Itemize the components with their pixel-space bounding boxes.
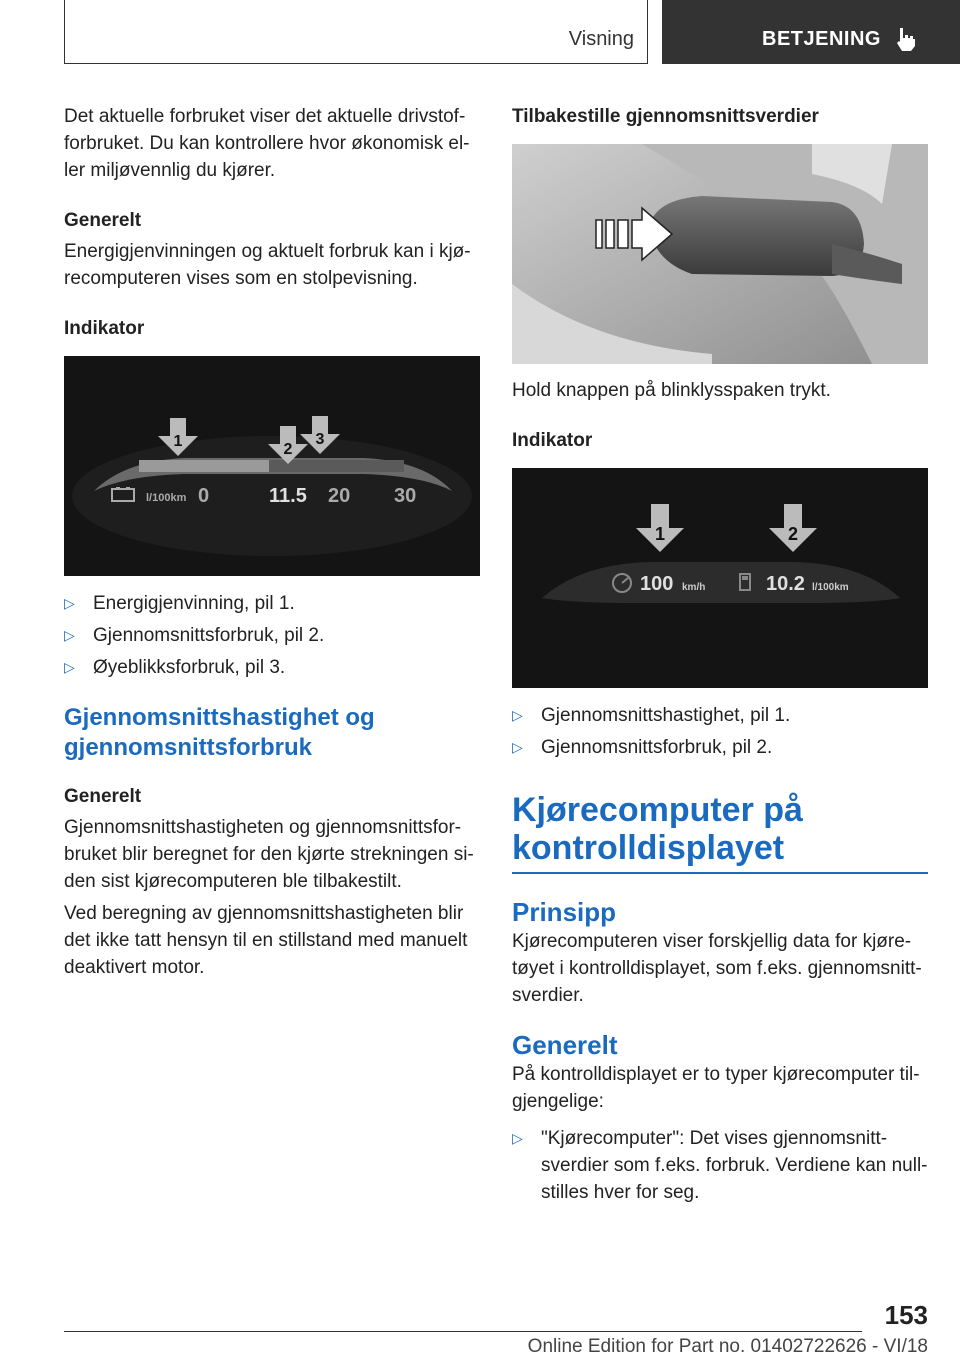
para2-line-1: Ved beregning av gjennomsnittshastigheten blir: [64, 903, 464, 924]
turn-signal-lever-figure: [512, 144, 928, 364]
hold-button-text: Hold knappen på blinklysspaken trykt.: [512, 380, 831, 401]
principle-line-1: Kjørecomputeren viser forskjellig data for kjøre-: [512, 931, 912, 952]
bullet-triangle-icon: ▷: [64, 627, 75, 643]
speed-consumption-display-figure: [512, 468, 928, 688]
consumption-display-figure: [64, 356, 480, 576]
arrow-1-label: 1: [654, 524, 666, 544]
bullet-triangle-icon: ▷: [64, 659, 75, 675]
para1-line-2: bruket blir beregnet for den kjørte strekningen si-: [64, 844, 474, 865]
big-heading: Kjørecomputer på kontrolldisplayet: [512, 791, 803, 867]
general-heading-right: Generelt: [512, 1030, 618, 1060]
intro-line-1: Det aktuelle forbruket viser det aktuelle drivstof-: [64, 106, 466, 127]
gauge-bar-segments: [139, 460, 404, 472]
indicator-heading: Indikator: [64, 318, 145, 339]
list-item: ▷ Energigjenvinning, pil 1.: [64, 590, 480, 617]
bullet-triangle-icon: ▷: [512, 1130, 523, 1146]
bullet-triangle-icon: ▷: [512, 707, 523, 723]
header-section-title: Visning: [568, 28, 634, 50]
speed-value: 100: [640, 573, 674, 595]
general2-heading: Generelt: [64, 786, 142, 807]
list-item: ▷ Gjennomsnittshastighet, pil 1.: [512, 702, 928, 729]
edition-note: Online Edition for Part no. 01402722626 - VI/18: [527, 1336, 928, 1357]
scale-0: 0: [198, 485, 210, 507]
intro-line-3: ler miljøvennlig du kjører.: [64, 160, 276, 181]
consumption-unit: l/100km: [812, 582, 849, 593]
indicator-heading-right: Indikator: [512, 430, 593, 451]
left-column: [64, 103, 480, 981]
scale-20: 20: [328, 485, 351, 507]
page-number: 153: [884, 1300, 928, 1330]
para1-line-3: den sist kjørecomputeren ble tilbakestilt.: [64, 871, 402, 892]
section-heading: Gjennomsnittshastighet og gjennomsnittsforbruk: [64, 704, 375, 761]
reset-heading: Tilbakestille gjennomsnittsverdier: [512, 106, 819, 127]
heading-divider: [512, 872, 928, 874]
general-line-1: Energigjenvinningen og aktuelt forbruk kan i kjø-: [64, 241, 471, 262]
bullet-triangle-icon: ▷: [512, 739, 523, 755]
para2-line-2: det ikke tatt hensyn til en stillstand med manuelt: [64, 930, 468, 951]
arrow-2-label: 2: [787, 524, 799, 544]
speed-unit: km/h: [682, 582, 706, 593]
header-chapter-title: BETJENING: [762, 28, 881, 50]
principle-line-3: sverdier.: [512, 985, 584, 1006]
intro-line-2: forbruket. Du kan kontrollere hvor økonomisk el-: [64, 133, 470, 154]
list-item: ▷ "Kjørecomputer": Det vises gjennomsnitt- sverdier som f.eks. forbruk. Verdiene kan null- stilles hver for seg.: [512, 1125, 928, 1206]
para2-line-3: deaktivert motor.: [64, 957, 205, 978]
list-item: ▷ Gjennomsnittsforbruk, pil 2.: [512, 734, 928, 761]
right-column: [512, 103, 928, 1206]
principle-line-2: tøyet i kontrolldisplayet, som f.eks. gjennomsnitt-: [512, 958, 922, 979]
scale-30: 30: [394, 485, 417, 507]
general-line-2: recomputeren vises som en stolpevisning.: [64, 268, 418, 289]
scale-current: 11.5: [269, 485, 307, 507]
arrow-3-label: 3: [315, 431, 325, 448]
para1-line-1: Gjennomsnittshastigheten og gjennomsnittsfor-: [64, 817, 462, 838]
general-heading: Generelt: [64, 210, 142, 231]
unit-label: l/100km: [146, 492, 187, 504]
indicator-bullet-list-right: [512, 702, 928, 761]
arrow-2-label: 2: [283, 441, 293, 458]
list-item: ▷ Øyeblikksforbruk, pil 3.: [64, 654, 480, 681]
header-chapter-tab: [662, 0, 960, 64]
principle-heading: Prinsipp: [512, 897, 617, 927]
consumption-value: 10.2: [766, 573, 805, 595]
bullet-triangle-icon: ▷: [64, 595, 75, 611]
general-right-line-1: På kontrolldisplayet er to typer kjørecomputer til-: [512, 1064, 920, 1085]
hand-pointer-icon: [894, 26, 918, 52]
list-item: ▷ Gjennomsnittsforbruk, pil 2.: [64, 622, 480, 649]
arrow-1-label: 1: [173, 433, 183, 450]
indicator-bullet-list: [64, 590, 480, 681]
footer-divider: [64, 1331, 862, 1332]
general-right-line-2: gjengelige:: [512, 1091, 604, 1112]
